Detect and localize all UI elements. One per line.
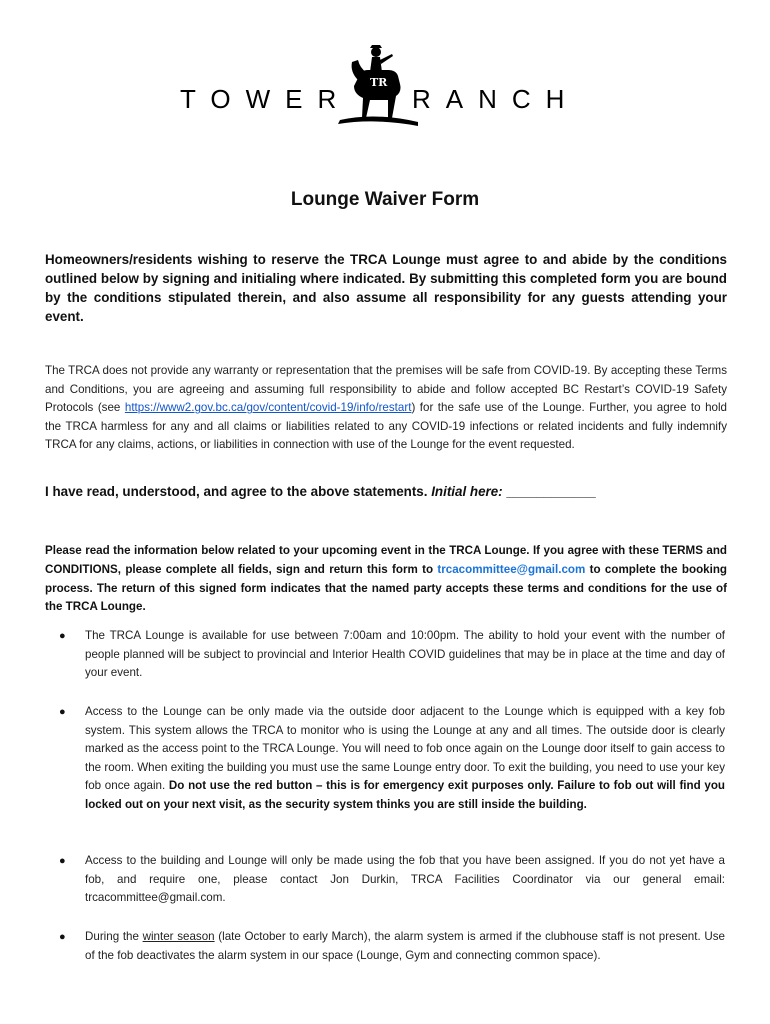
list-item-text — [85, 928, 725, 965]
covid-disclaimer-paragraph — [45, 362, 727, 455]
initial-blank-field[interactable]: ____________ — [502, 484, 596, 499]
bullet-icon: ● — [59, 706, 66, 718]
svg-text:TR: TR — [370, 76, 388, 89]
winter-text-before: During the — [85, 930, 143, 943]
terms-intro-before: Please read the information below related to your upcoming event in the TRCA Lounge. If you agree with these TERMS and CONDITIONS, please complete all fields, sign and return this form to — [45, 544, 727, 576]
logo-word-left: TOWER — [180, 84, 352, 114]
list-item-text — [85, 703, 725, 815]
terms-intro-paragraph — [45, 542, 727, 617]
bc-restart-link[interactable]: https://www2.gov.bc.ca/gov/content/covid-19/info/restart — [124, 401, 412, 415]
intro-paragraph: Homeowners/residents wishing to reserve the TRCA Lounge must agree to and abide by the conditions outlined below by signing and initialing where indicated. By submitting this completed form you are bound by the conditions stipulated therein, and also assume all responsibility for any guests attending your event. — [45, 252, 727, 324]
logo-word-right: RANCH — [412, 84, 580, 114]
page-title: Lounge Waiver Form — [290, 189, 480, 210]
tower-ranch-logo — [180, 40, 580, 130]
committee-email-link[interactable]: trcacommittee@gmail.com — [437, 562, 586, 576]
acknowledgement-line — [45, 484, 727, 499]
covid-text-after: ) for the safe use of the Lounge. Further, you agree to hold the TRCA harmless for any and all claims or liabilities related to any COVID-19 infections or related incidents and fully indemnify TRCA for any claims, actions, or liabilities in connection with use of the Lounge for the event requested. — [45, 401, 727, 452]
winter-season-text: winter season — [142, 930, 215, 943]
red-button-warning: Do not use the red button – this is for emergency exit purposes only. Failure to fob out will find you locked out on your next visit, as the security system thinks you are still inside the building. — [85, 779, 725, 811]
initial-label: Initial here: — [431, 484, 503, 499]
winter-text-after: (late October to early March), the alarm system is armed if the clubhouse staff is not present. Use of the fob deactivates the alarm system in our space (Lounge, Gym and connecting common space). — [85, 930, 725, 962]
terms-intro-after: to complete the booking process. The return of this signed form indicates that the named party accepts these terms and conditions for the use of the TRCA Lounge. — [45, 562, 727, 614]
list-item-text: The TRCA Lounge is available for use between 7:00am and 10:00pm. The ability to hold your event with the number of people planned will be subject to provincial and Interior Health COVID guidelines that may be in place at the time and day of your event. — [85, 629, 725, 680]
list-item-text: Access to the building and Lounge will only be made using the fob that you have been assigned. If you do not yet have a fob, and require one, please contact Jon Durkin, TRCA Facilities Coordinator via our general email: trcacommittee@gmail.com. — [85, 854, 725, 905]
covid-text-before: The TRCA does not provide any warranty or representation that the premises will be safe from COVID-19. By accepting these Terms and Conditions, you are agreeing and assuming full responsibility to abide and follow accepted BC Restart’s COVID-19 Safety Protocols (see — [45, 364, 727, 415]
bullet-icon: ● — [59, 855, 66, 867]
horse-rider-icon — [330, 40, 420, 130]
acknowledgement-statement: I have read, understood, and agree to the above statements. — [45, 484, 432, 499]
fob-access-text: Access to the Lounge can be only made via the outside door adjacent to the Lounge which is equipped with a key fob system. This system allows the TRCA to monitor who is using the Lounge at any and all times. The outside door is clearly marked as the access point to the TRCA Lounge. You will need to fob once again on the Lounge door itself to gain access to the room. When exiting the building you must use the same Lounge entry door. To exit the building, you need to use your key fob once again. — [85, 705, 725, 793]
bullet-icon: ● — [59, 931, 66, 943]
bullet-icon: ● — [59, 630, 66, 642]
